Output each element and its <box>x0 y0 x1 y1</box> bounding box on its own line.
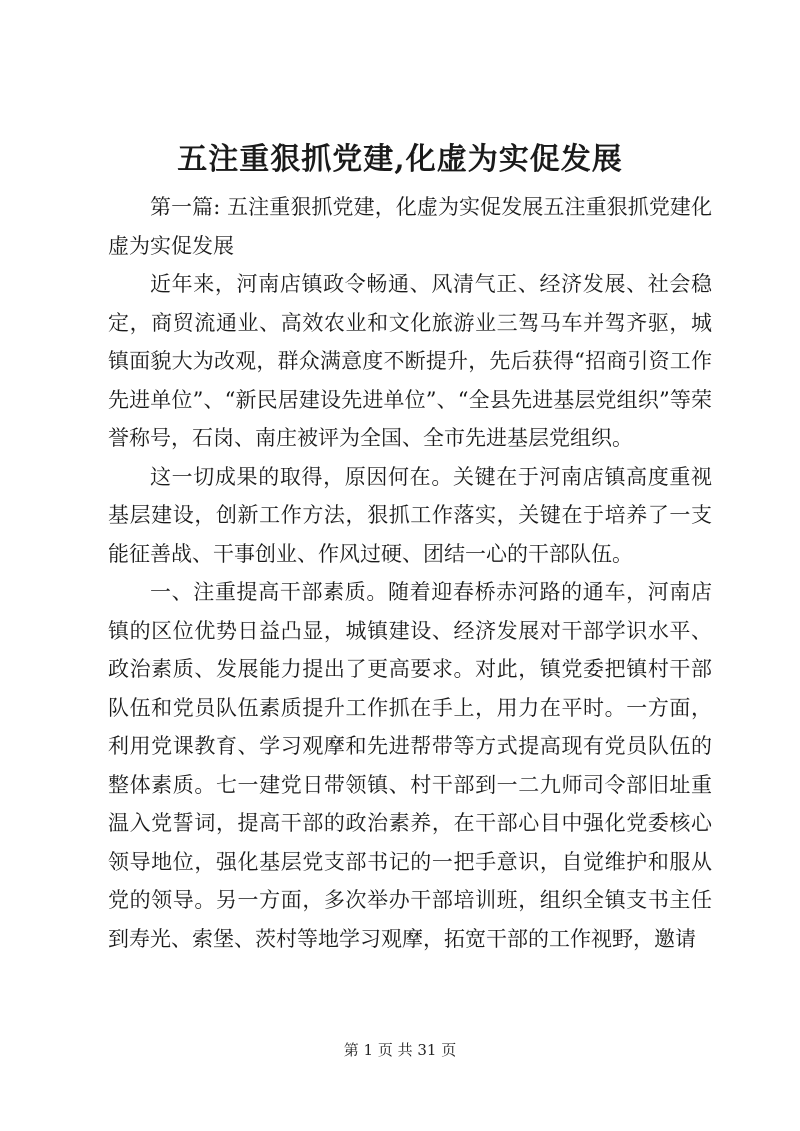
paragraph-heading: 第一篇: 五注重狠抓党建，化虚为实促发展五注重狠抓党建化虚为实促发展 <box>108 195 712 258</box>
page-number-footer: 第 1 页 共 31 页 <box>343 1041 457 1059</box>
paragraph-reason: 这一切成果的取得，原因何在。关键在于河南店镇高度重视基层建设，创新工作方法，狠抓工作落实，关键在于培养了一支能征善战、干事创业、作风过硬、团结一心的干部队伍。 <box>108 464 712 566</box>
document-body <box>108 188 712 958</box>
paragraph-intro: 近年来，河南店镇政令畅通、风清气正、经济发展、社会稳定，商贸流通业、高效农业和文化旅游业三驾马车并驾齐驱，城镇面貌大为改观，群众满意度不断提升，先后获得“招商引资工作先进单位”、“新民居建设先进单位”、“全县先进基层党组织”等荣誉称号，石岗、南庄被评为全国、全市先进基层党组织。 <box>108 272 712 450</box>
document-title: 五注重狠抓党建,化虚为实促发展 <box>177 142 623 177</box>
paragraph-section-one: 一、注重提高干部素质。随着迎春桥赤河路的通车，河南店镇的区位优势日益凸显，城镇建设、经济发展对干部学识水平、政治素质、发展能力提出了更高要求。对此，镇党委把镇村干部队伍和党员队伍素质提升工作抓在手上，用力在平时。一方面，利用党课教育、学习观摩和先进帮带等方式提高现有党员队伍的整体素质。七一建党日带领镇、村干部到一二九师司令部旧址重温入党誓词，提高干部的政治素养，在干部心目中强化党委核心领导地位，强化基层党支部书记的一把手意识，自觉维护和服从党的领导。另一方面，多次举办干部培训班，组织全镇支书主任到寿光、索堡、茨村等地学习观摩，拓宽干部的工作视野，邀请 <box>108 580 712 951</box>
